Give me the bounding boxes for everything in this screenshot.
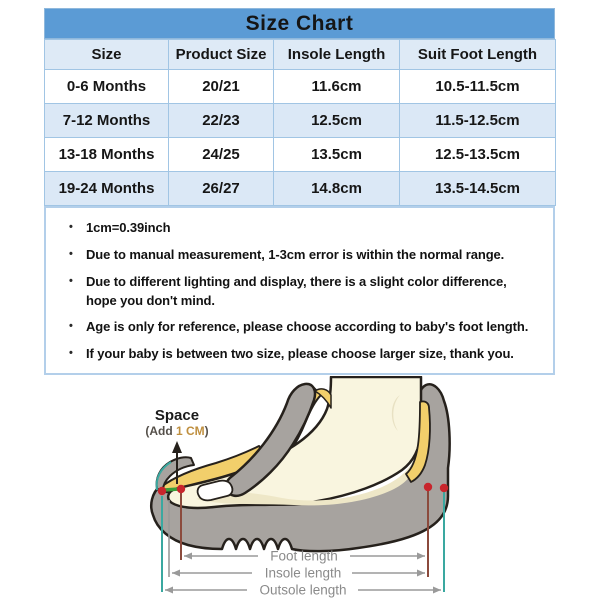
col-header-suit-foot-length: Suit Foot Length [400,40,556,70]
arrow-right-icon [433,587,441,594]
cell-insole-length: 13.5cm [274,138,400,172]
cell-insole-length: 12.5cm [274,104,400,138]
cell-insole-length: 11.6cm [274,70,400,104]
note-item: • 1cm=0.39inch [46,219,553,238]
space-add-prefix: (Add [145,424,176,438]
cell-size: 0-6 Months [45,70,169,104]
cell-suit-foot-length: 12.5-13.5cm [400,138,556,172]
note-item: • Due to different lighting and display, there is a slight color difference, hope you don't mind. [46,273,553,311]
note-item: • If your baby is between two size, please choose larger size, thank you. [46,345,553,364]
insole-length-label: Insole length [264,565,342,581]
space-add-note [145,424,208,438]
page-title: Size Chart [245,11,354,35]
notes-box [44,206,555,375]
notes-list [46,219,553,364]
cell-suit-foot-length: 10.5-11.5cm [400,70,556,104]
marker-dot [158,487,166,495]
outsole-length-label: Outsole length [259,582,347,598]
table-header-row [45,40,556,70]
table-row [45,138,556,172]
marker-dot [440,484,448,492]
foot-measurement-diagram [0,376,600,600]
arrow-left-icon [184,553,192,560]
size-chart-title-bar [44,8,555,39]
cell-product-size: 24/25 [169,138,274,172]
cell-product-size: 26/27 [169,172,274,206]
cell-suit-foot-length: 11.5-12.5cm [400,104,556,138]
arrow-right-icon [417,570,425,577]
col-header-insole-length: Insole Length [274,40,400,70]
cell-insole-length: 14.8cm [274,172,400,206]
note-item: • Due to manual measurement, 1-3cm error is within the normal range. [46,246,553,265]
marker-dot [424,483,432,491]
arrow-right-icon [417,553,425,560]
table-row [45,104,556,138]
cell-size: 19-24 Months [45,172,169,206]
col-header-product-size: Product Size [169,40,274,70]
arrow-left-icon [172,570,180,577]
cell-suit-foot-length: 13.5-14.5cm [400,172,556,206]
foot-length-label: Foot length [270,548,338,564]
space-arrow-head [172,441,182,453]
cell-size: 7-12 Months [45,104,169,138]
cell-product-size: 22/23 [169,104,274,138]
marker-dot [177,485,185,493]
note-item: • Age is only for reference, please choose according to baby's foot length. [46,318,553,337]
col-header-size: Size [45,40,169,70]
cell-size: 13-18 Months [45,138,169,172]
arrow-left-icon [165,587,173,594]
table-row [45,70,556,104]
space-segment [164,489,179,490]
space-add-suffix: ) [204,424,209,438]
cell-product-size: 20/21 [169,70,274,104]
table-row [45,172,556,206]
size-table [44,39,556,206]
space-label: Space [154,407,200,424]
space-add-value: 1 CM [175,424,205,438]
